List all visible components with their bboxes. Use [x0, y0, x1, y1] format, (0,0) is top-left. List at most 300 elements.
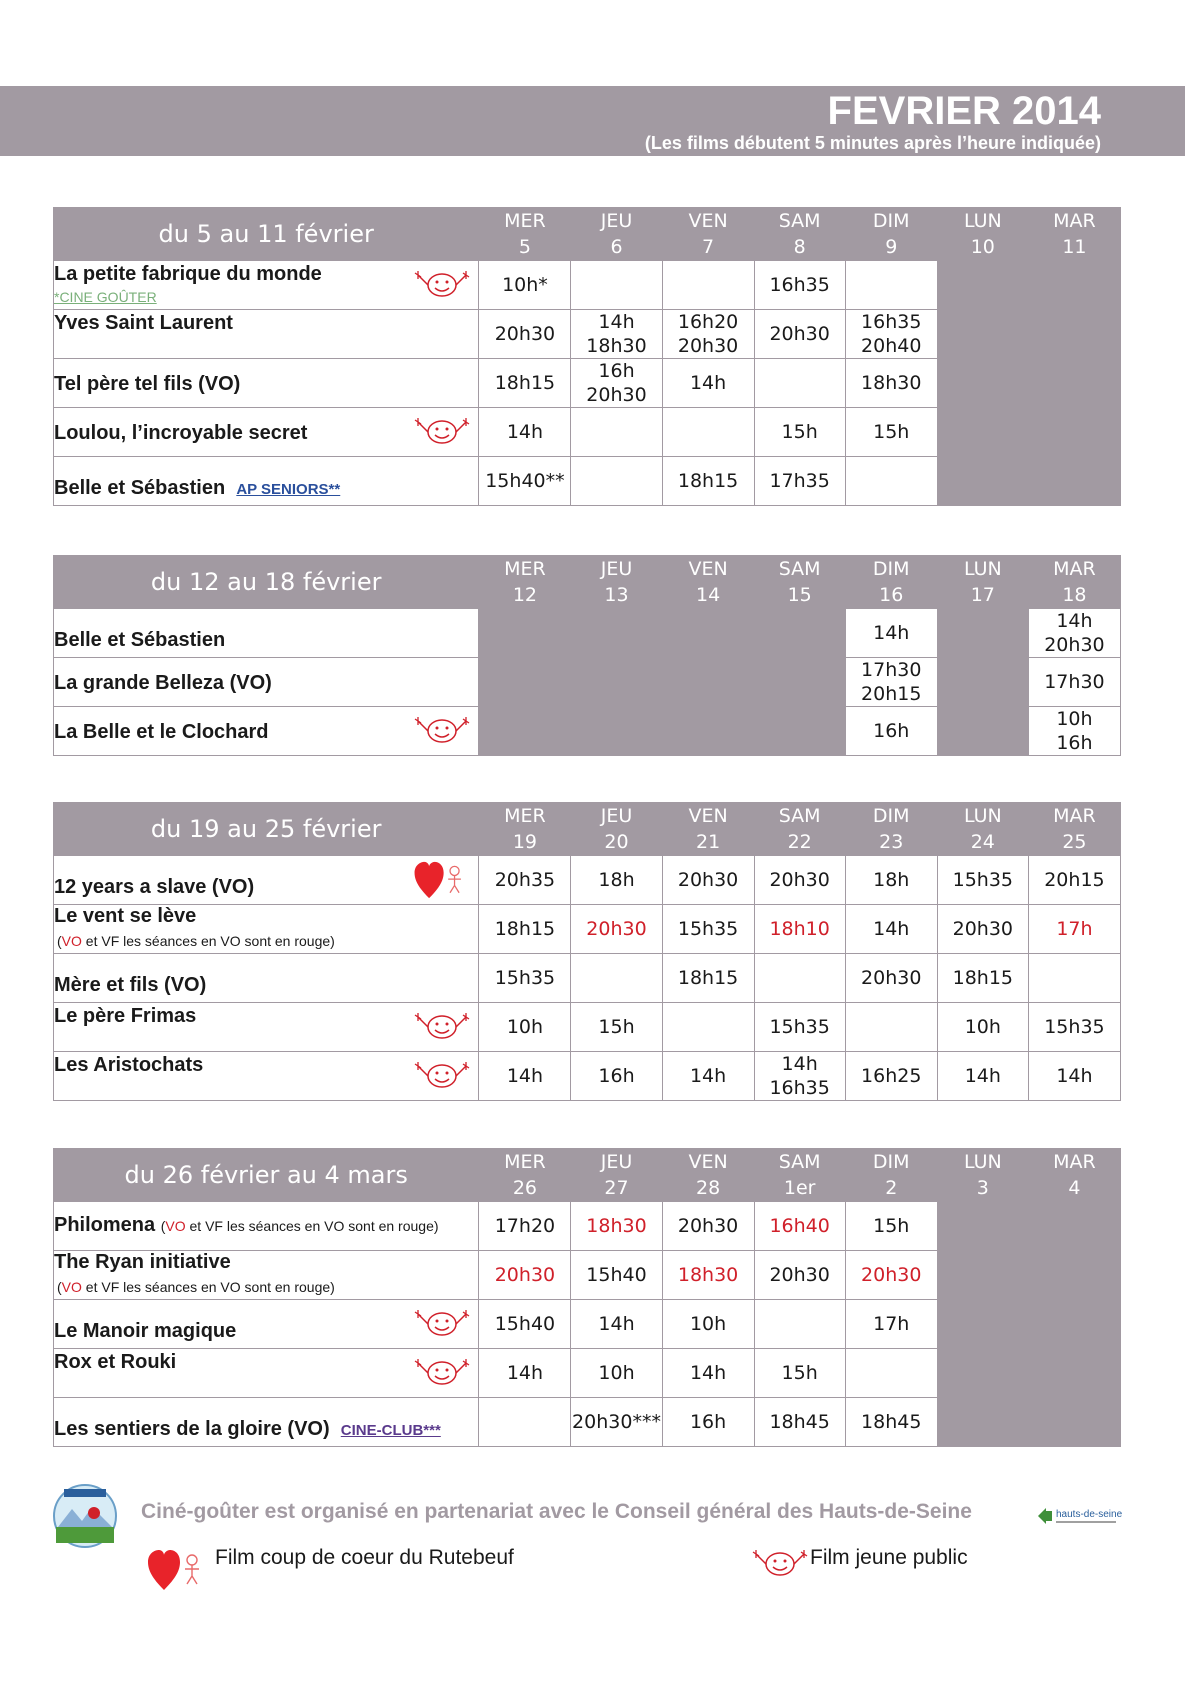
day-name: MER	[504, 1151, 546, 1173]
showtime: 20h35	[494, 869, 556, 891]
no-screening-cell	[754, 707, 845, 756]
hauts-de-seine-logo-text: hauts-de-seine	[1056, 1509, 1123, 1520]
day-name: JEU	[600, 558, 633, 580]
film-title: Belle et Sébastien	[54, 629, 226, 651]
cine-club-link[interactable]: CINE-CLUB***	[340, 1422, 441, 1439]
showtime-cell	[662, 457, 754, 506]
day-number: 24	[970, 831, 995, 853]
day-name: LUN	[963, 1151, 1002, 1173]
film-title-cell	[54, 658, 479, 707]
day-header	[571, 208, 662, 261]
day-name: LUN	[963, 558, 1002, 580]
no-screening-cell	[1028, 310, 1120, 359]
week-range: du 5 au 11 février	[54, 208, 479, 261]
day-name: DIM	[872, 1151, 910, 1173]
showtime: 14h	[1056, 1065, 1093, 1087]
vo-note-text: et VF les séances en VO sont en rouge)	[81, 1279, 335, 1295]
showtime-cell	[845, 1052, 937, 1101]
no-screening-cell	[662, 707, 754, 756]
showtime: 16h	[873, 720, 910, 742]
day-name: VEN	[688, 805, 728, 827]
day-number: 12	[512, 584, 538, 606]
day-number: 20	[604, 831, 629, 853]
showtime-cell	[479, 954, 571, 1003]
showtime: 15h35	[1044, 1016, 1105, 1038]
no-screening-cell	[1028, 457, 1120, 506]
showtime-cell	[662, 408, 754, 457]
no-screening-cell	[1028, 408, 1120, 457]
showtime-cell	[662, 905, 754, 954]
film-title-cell	[54, 609, 479, 658]
showtime: 17h	[1056, 918, 1093, 940]
day-name: SAM	[778, 558, 821, 580]
film-row	[54, 359, 1121, 408]
showtime-cell	[479, 1202, 571, 1251]
showtime-cell	[754, 905, 845, 954]
day-number: 14	[695, 584, 721, 606]
showtime-cell	[1028, 856, 1120, 905]
showtime: 16h	[598, 360, 635, 382]
day-number: 16	[879, 584, 904, 606]
showtime-cell	[662, 310, 754, 359]
day-number: 18	[1062, 584, 1087, 606]
day-name: MAR	[1053, 210, 1096, 232]
day-name: JEU	[600, 210, 633, 232]
film-row	[54, 1300, 1121, 1349]
showtime: 17h20	[494, 1215, 556, 1237]
showtime-cell	[662, 359, 754, 408]
day-name: VEN	[688, 558, 728, 580]
showtime: 20h30	[769, 323, 830, 345]
day-header	[662, 208, 754, 261]
showtime-cell	[479, 856, 571, 905]
showtime-cell	[571, 1300, 662, 1349]
film-row	[54, 707, 1121, 756]
kid-film-icon	[414, 1355, 470, 1389]
kid-film-icon	[414, 1306, 470, 1340]
day-number: 11	[1062, 236, 1087, 258]
day-name: JEU	[600, 1151, 633, 1173]
day-name: LUN	[963, 805, 1002, 827]
showtime-cell	[754, 261, 845, 310]
no-screening-cell	[1028, 1202, 1120, 1251]
showtime-cell	[1028, 658, 1120, 707]
day-name: DIM	[872, 558, 910, 580]
vo-note-vo: VO	[61, 933, 82, 949]
no-screening-cell	[937, 707, 1028, 756]
day-name: MAR	[1053, 805, 1096, 827]
no-screening-cell	[937, 408, 1028, 457]
film-title: Tel père tel fils (VO)	[54, 373, 241, 395]
no-screening-cell	[479, 707, 571, 756]
film-title-cell: The Ryan initiative (VO et VF les séances en VO sont en rouge)	[54, 1251, 479, 1300]
day-header	[937, 803, 1028, 856]
film-title-cell	[54, 1052, 479, 1101]
film-title: Les Aristochats	[54, 1054, 204, 1076]
day-header	[845, 208, 937, 261]
showtime-cell	[754, 359, 845, 408]
showtime: 18h	[598, 869, 635, 891]
showtime: 14h	[689, 1065, 727, 1087]
showtime-cell	[662, 1202, 754, 1251]
kid-film-icon	[414, 414, 470, 448]
showtime-cell	[845, 954, 937, 1003]
showtime-cell	[479, 457, 571, 506]
showtime: 14h	[781, 1053, 818, 1075]
showtime-cell	[662, 1251, 754, 1300]
film-title-cell: Le vent se lève (VO et VF les séances en VO sont en rouge)	[54, 905, 479, 954]
film-title: Yves Saint Laurent	[54, 312, 233, 334]
film-title-cell	[54, 954, 479, 1003]
showtime-cell	[571, 856, 662, 905]
showtime: 15h35	[952, 869, 1014, 891]
showtime-cell	[662, 1398, 754, 1447]
film-title-cell	[54, 707, 479, 756]
day-header	[479, 208, 571, 261]
day-header	[479, 1149, 571, 1202]
showtime-cell	[1028, 905, 1120, 954]
film-title: La Belle et le Clochard	[54, 721, 269, 743]
showtime-cell	[571, 1349, 662, 1398]
showtime: 20h30	[861, 1264, 922, 1286]
showtime: 20h30	[677, 869, 739, 891]
showtime-cell	[845, 1398, 937, 1447]
showtime: 18h15	[677, 470, 739, 492]
showtime: 18h15	[677, 967, 739, 989]
showtime-cell	[754, 310, 845, 359]
day-name: LUN	[963, 210, 1002, 232]
legend-heart-text: Film coup de coeur du Rutebeuf	[215, 1546, 514, 1569]
week-table	[53, 555, 1121, 756]
day-number: 25	[1062, 831, 1087, 853]
day-number: 17	[970, 584, 995, 606]
film-title: Le Manoir magique	[54, 1320, 237, 1342]
film-row	[54, 261, 1121, 310]
day-header	[662, 556, 754, 609]
showtime-cell	[845, 856, 937, 905]
showtime: 18h30	[586, 1215, 647, 1237]
showtime: 10h*	[502, 274, 548, 296]
film-title: Belle et Sébastien	[54, 477, 226, 499]
showtime-cell	[754, 1202, 845, 1251]
showtime: 10h	[1056, 708, 1093, 730]
showtime-cell	[662, 954, 754, 1003]
showtime: 14h	[598, 1313, 635, 1335]
showtime-cell	[479, 1398, 571, 1447]
day-header	[754, 208, 845, 261]
day-number: 28	[695, 1177, 721, 1199]
no-screening-cell	[937, 261, 1028, 310]
showtime-cell	[754, 1349, 845, 1398]
day-header	[571, 803, 662, 856]
showtime-cell	[754, 1003, 845, 1052]
showtime: 10h	[506, 1016, 544, 1038]
showtime-cell	[571, 457, 662, 506]
week-table	[53, 207, 1121, 506]
day-header	[1028, 803, 1120, 856]
film-title: Loulou, l’incroyable secret	[54, 422, 308, 444]
no-screening-cell	[937, 1349, 1028, 1398]
no-screening-cell	[571, 707, 662, 756]
showtime: 10h	[964, 1016, 1001, 1038]
no-screening-cell	[754, 609, 845, 658]
kid-film-icon	[414, 267, 470, 301]
film-row	[54, 457, 1121, 506]
showtime: 18h30	[677, 1264, 739, 1286]
day-number: 6	[610, 236, 623, 258]
showtime: 15h40	[586, 1264, 647, 1286]
no-screening-cell	[937, 1251, 1028, 1300]
day-header	[937, 556, 1028, 609]
showtime-cell	[937, 905, 1028, 954]
hauts-de-seine-logo	[1036, 1503, 1124, 1529]
showtime: 20h30***	[572, 1411, 661, 1433]
day-header	[845, 556, 937, 609]
showtime: 14h	[689, 1362, 727, 1384]
showtime-cell	[754, 1398, 845, 1447]
cine-gouter-link[interactable]: *CINE GOÛTER	[54, 289, 157, 305]
showtime-cell	[845, 261, 937, 310]
showtime: 16h35	[769, 1077, 830, 1099]
film-row	[54, 905, 1121, 954]
showtime-cell	[571, 905, 662, 954]
showtime-cell	[571, 1052, 662, 1101]
film-title-cell	[54, 1300, 479, 1349]
day-number: 1er	[783, 1177, 816, 1199]
showtime-cell	[571, 1202, 662, 1251]
vo-note-vo: VO	[165, 1218, 186, 1234]
film-row	[54, 1003, 1121, 1052]
showtime: 10h	[689, 1313, 727, 1335]
showtime: 14h	[1056, 610, 1093, 632]
day-number: 27	[604, 1177, 629, 1199]
showtime: 20h30	[677, 335, 739, 357]
film-row	[54, 609, 1121, 658]
heart-legend-icon	[148, 1548, 204, 1592]
showtime-cell	[571, 310, 662, 359]
showtime: 18h10	[769, 918, 830, 940]
showtime: 16h35	[861, 311, 922, 333]
no-screening-cell	[754, 658, 845, 707]
no-screening-cell	[937, 457, 1028, 506]
showtime-cell	[571, 359, 662, 408]
showtime-cell	[571, 954, 662, 1003]
day-number: 23	[879, 831, 904, 853]
day-number: 8	[793, 236, 806, 258]
showtime: 15h	[598, 1016, 635, 1038]
month-title: FEVRIER 2014	[827, 89, 1101, 133]
showtime-cell	[662, 1349, 754, 1398]
showtime: 16h	[689, 1411, 727, 1433]
showtime-cell	[754, 1300, 845, 1349]
day-header	[662, 1149, 754, 1202]
film-row	[54, 1202, 1121, 1251]
no-screening-cell	[937, 1202, 1028, 1251]
film-title: Mère et fils (VO)	[54, 974, 207, 996]
showtime-cell	[479, 1300, 571, 1349]
day-number: 13	[604, 584, 629, 606]
showtime: 16h25	[861, 1065, 922, 1087]
kid-film-icon	[414, 1058, 470, 1092]
showtime-cell	[571, 1251, 662, 1300]
film-title: Le père Frimas	[54, 1005, 197, 1027]
day-name: JEU	[600, 805, 633, 827]
showtime: 16h	[1056, 732, 1093, 754]
showtime-cell	[662, 1003, 754, 1052]
no-screening-cell	[937, 310, 1028, 359]
week-range: du 19 au 25 février	[54, 803, 479, 856]
showtime: 20h40	[861, 335, 922, 357]
showtime: 20h30	[586, 918, 647, 940]
showtime-cell	[1028, 1003, 1120, 1052]
showtime: 20h30	[494, 1264, 556, 1286]
film-title-cell	[54, 457, 479, 506]
film-title-cell	[54, 359, 479, 408]
day-number: 7	[702, 236, 715, 258]
showtime-cell	[845, 1349, 937, 1398]
kid-film-icon	[414, 1009, 470, 1043]
showtime: 16h	[598, 1065, 635, 1087]
showtime-cell	[571, 261, 662, 310]
week-table	[53, 1148, 1121, 1447]
showtime-cell	[479, 1003, 571, 1052]
no-screening-cell	[1028, 359, 1120, 408]
showtime-cell	[937, 856, 1028, 905]
no-screening-cell	[937, 359, 1028, 408]
film-title: La grande Belleza (VO)	[54, 672, 272, 694]
vo-note-text: et VF les séances en VO sont en rouge)	[81, 933, 335, 949]
showtime: 16h20	[677, 311, 739, 333]
showtime: 15h	[781, 421, 818, 443]
film-title: La petite fabrique du monde	[54, 263, 322, 285]
showtime: 15h	[873, 421, 910, 443]
showtime-cell	[845, 457, 937, 506]
week-table	[53, 802, 1121, 1101]
showtime-cell	[845, 408, 937, 457]
no-screening-cell	[937, 609, 1028, 658]
day-number: 9	[885, 236, 898, 258]
showtime-cell	[1028, 609, 1120, 658]
film-row	[54, 1349, 1121, 1398]
kid-legend-icon	[752, 1546, 808, 1580]
showtime: 20h30	[586, 384, 647, 406]
showtime: 20h30	[769, 869, 830, 891]
showtime-cell	[845, 905, 937, 954]
ap-seniors-link[interactable]: AP SENIORS**	[236, 481, 341, 498]
showtime-cell	[845, 1251, 937, 1300]
film-title-cell	[54, 408, 479, 457]
day-name: VEN	[688, 210, 728, 232]
no-screening-cell	[662, 658, 754, 707]
showtime: 18h	[873, 869, 910, 891]
showtime: 14h	[873, 622, 910, 644]
film-row	[54, 310, 1121, 359]
day-header	[1028, 208, 1120, 261]
day-number: 10	[970, 236, 995, 258]
film-title: The Ryan initiative	[54, 1251, 231, 1273]
no-screening-cell	[937, 1300, 1028, 1349]
showtime: 20h30	[861, 967, 922, 989]
showtime-cell	[937, 954, 1028, 1003]
film-row	[54, 408, 1121, 457]
showtime: 20h30	[494, 323, 556, 345]
showtime-cell	[479, 1251, 571, 1300]
day-header	[479, 556, 571, 609]
partner-note: Ciné-goûter est organisé en partenariat avec le Conseil général des Hauts-de-Seine	[141, 1500, 972, 1523]
showtime: 18h15	[494, 918, 556, 940]
day-header	[845, 1149, 937, 1202]
showtime-cell	[754, 856, 845, 905]
cine-gouter-logo	[52, 1483, 118, 1549]
no-screening-cell	[937, 1398, 1028, 1447]
showtime: 18h30	[861, 372, 922, 394]
showtime-cell	[845, 707, 937, 756]
showtime-cell	[479, 261, 571, 310]
day-number: 3	[976, 1177, 989, 1199]
day-name: MAR	[1053, 558, 1096, 580]
showtime: 15h	[781, 1362, 818, 1384]
day-number: 4	[1068, 1177, 1081, 1199]
showtime: 20h15	[861, 683, 922, 705]
film-row	[54, 658, 1121, 707]
showtime: 15h	[873, 1215, 910, 1237]
showtime-cell	[754, 457, 845, 506]
showtime-cell	[845, 609, 937, 658]
showtime: 15h40	[494, 1313, 556, 1335]
showtime-cell	[754, 954, 845, 1003]
day-header	[845, 803, 937, 856]
showtime-cell	[845, 1202, 937, 1251]
no-screening-cell	[571, 609, 662, 658]
showtime: 20h15	[1044, 869, 1105, 891]
day-header	[937, 208, 1028, 261]
day-header	[754, 1149, 845, 1202]
showtime: 17h30	[861, 659, 922, 681]
no-screening-cell	[937, 658, 1028, 707]
showtime-cell	[479, 359, 571, 408]
showtime: 16h40	[769, 1215, 830, 1237]
day-header	[571, 1149, 662, 1202]
no-screening-cell	[1028, 1300, 1120, 1349]
showtime-cell	[571, 1003, 662, 1052]
showtime: 15h40**	[485, 470, 565, 492]
showtime-cell	[1028, 954, 1120, 1003]
day-header	[662, 803, 754, 856]
showtime-cell	[937, 1003, 1028, 1052]
film-row	[54, 1052, 1121, 1101]
film-row	[54, 954, 1121, 1003]
showtime: 10h	[598, 1362, 635, 1384]
film-title-cell	[54, 1003, 479, 1052]
month-banner	[0, 86, 1185, 156]
showtime: 18h15	[952, 967, 1014, 989]
film-title-cell: Philomena (VO et VF les séances en VO sont en rouge)	[54, 1202, 479, 1251]
showtime-cell	[479, 905, 571, 954]
showtime: 14h	[506, 421, 544, 443]
month-subtitle: (Les films débutent 5 minutes après l’heure indiquée)	[644, 133, 1101, 153]
day-number: 26	[512, 1177, 538, 1199]
showtime-cell	[571, 1398, 662, 1447]
showtime: 14h	[689, 372, 727, 394]
no-screening-cell	[571, 658, 662, 707]
film-row	[54, 1398, 1121, 1447]
day-name: SAM	[778, 210, 821, 232]
day-name: DIM	[872, 805, 910, 827]
showtime: 15h35	[494, 967, 556, 989]
film-title-cell	[54, 1349, 479, 1398]
showtime-cell	[571, 408, 662, 457]
day-name: VEN	[688, 1151, 728, 1173]
